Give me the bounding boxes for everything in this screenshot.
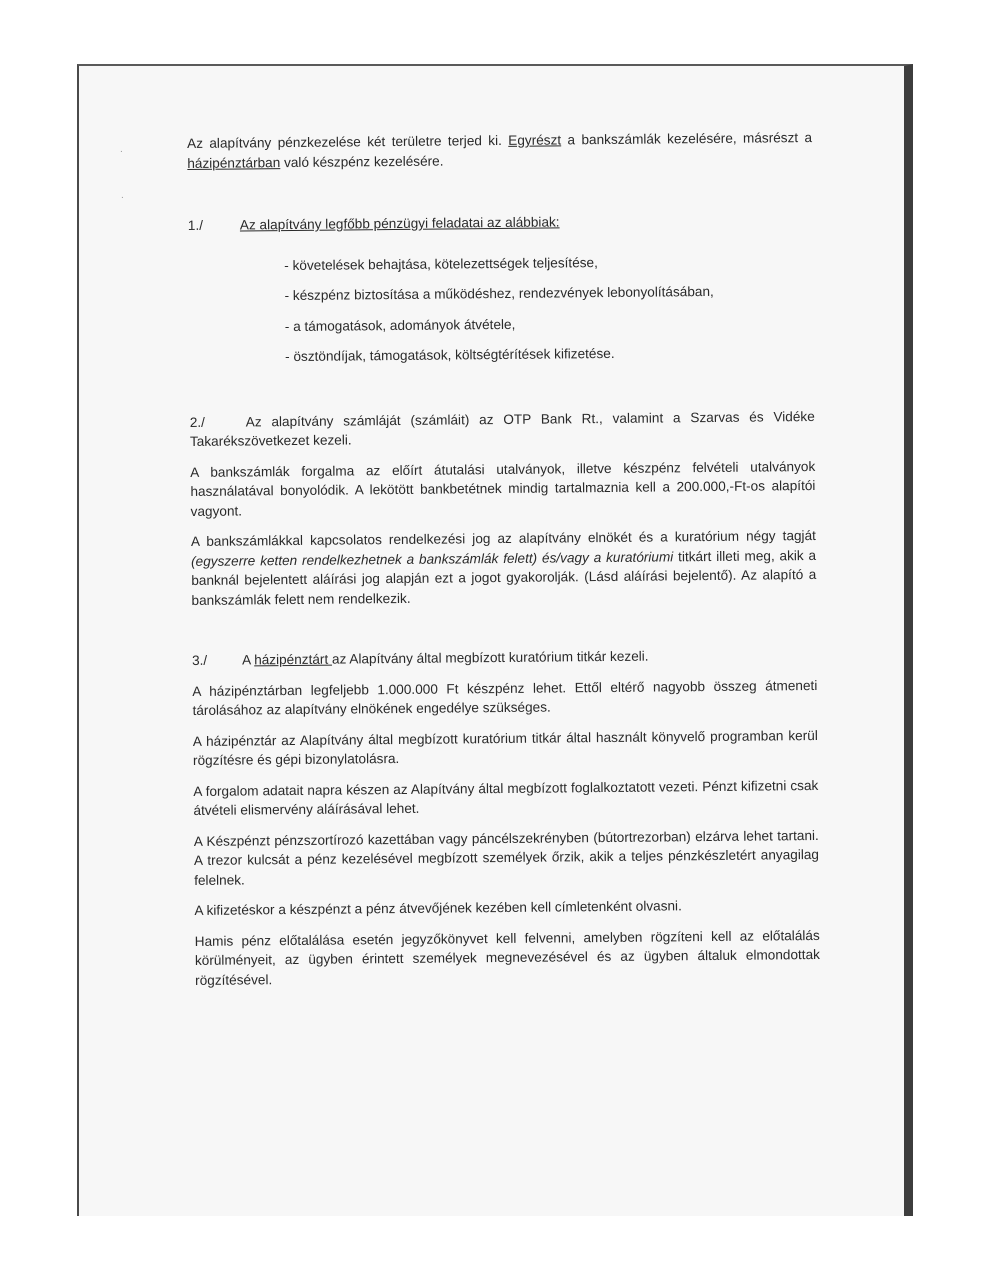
- section-3-paragraph: A házipénztárban legfeljebb 1.000.000 Ft készpénz lehet. Ettől eltérő nagyobb összeg átmeneti tárolásához az alapítvány elnökének engedélye szükséges.: [192, 677, 818, 718]
- list-item: - készpénz biztosítása a működéshez, rendezvények lebonyolításában,: [284, 283, 714, 304]
- scanned-page: [77, 64, 913, 1216]
- section-number: 2./: [189, 414, 205, 430]
- section-number: 1./: [187, 217, 204, 233]
- document-body: [187, 128, 820, 990]
- section-3-paragraph: A házipénztár az Alapítvány által megbízott kuratórium titkár által használt könyvelő programban kerül rögzítésre és gépi bizonylatolásra.: [192, 727, 818, 768]
- list-item: - a támogatások, adományok átvétele,: [284, 316, 516, 334]
- section-number: 3./: [191, 652, 208, 668]
- underlined-term-egyreszt: Egyrészt: [508, 132, 562, 148]
- list-item: - ösztöndíjak, támogatások, költségtérítések kifizetése.: [285, 345, 615, 365]
- section-3-heading: 3./ A házipénztárt az Alapítvány által megbízott kuratórium titkár kezeli.: [192, 645, 817, 670]
- section-heading: Az alapítvány legfőbb pénzügyi feladatai az alábbiak:: [239, 214, 560, 233]
- section-3-paragraph: A Készpénzt pénzszortírozó kazettában vagy páncélszekrényben (bútortrezorban) elzárva lehet tartani. A trezor kulcsát a pénz kezelésével megbízott személyek őrzik, akik a teljes pénzkészletért anyagilag felelnek.: [193, 827, 820, 888]
- scan-speck: .: [121, 190, 124, 201]
- underlined-term-hazipenztart: házipénztárt: [254, 651, 333, 668]
- section-3-paragraph: A kifizetéskor a készpénzt a pénz átvevőjének kezében kell címletenként olvasni.: [194, 898, 682, 918]
- section-2-line-1: Az alapítvány számláját (számláit) az OTP Bank Rt., valamint a Szarvas és Vidéke: [245, 408, 815, 429]
- scan-speck: .: [120, 144, 123, 155]
- intro-paragraph: Az alapítvány pénzkezelése két területre terjed ki. Egyrészt a bankszámlák kezelésére, másrészt a házipénztárban való készpénz kezelésére.: [187, 130, 813, 171]
- underlined-term-hazipenztarban: házipénztárban: [187, 154, 281, 171]
- list-item: - követelések behajtása, kötelezettségek teljesítése,: [284, 254, 598, 273]
- scan-background: [0, 0, 77, 1280]
- section-2-paragraph: A bankszámlákkal kapcsolatos rendelkezési jog az alapítvány elnökét és a kuratórium négy tagját (egyszerre ketten rendelkezhetnek a bankszámlák felett) és/vagy a kuratóriumi titkárt illeti meg, akik a banknál bejelentett aláírási jog alapján ezt a jogot gyakorolják. (Lásd aláírási bejelentő). Az alapító a bankszámlák felett nem rendelkezik.: [190, 527, 817, 608]
- section-3-paragraph: A forgalom adatait napra készen az Alapítvány által megbízott foglalkoztatott vezeti. Pénzt kifizetni csak átvételi elismervény aláírásával lehet.: [193, 777, 819, 818]
- task-list: [188, 250, 814, 378]
- section-2-paragraph: A bankszámlák forgalma az előírt átutalási utalványok, illetve készpénz felvételi utalványok használatával bonyolódik. A lekötött bankbetétnek mindig tartalmaznia kell a 200.000,-Ft-os alapítói vagyont.: [190, 458, 816, 519]
- section-3-paragraph: Hamis pénz előtalálása esetén jegyzőkönyvet kell felvenni, amelyben rögzíteni kell az előtalálás körülményeit, az ügyben érintett személyek megnevezésével és az ügyben általuk elmondottak rögzítésével.: [194, 927, 820, 988]
- section-2-line-2: Takarékszövetkezet kezeli.: [189, 432, 352, 449]
